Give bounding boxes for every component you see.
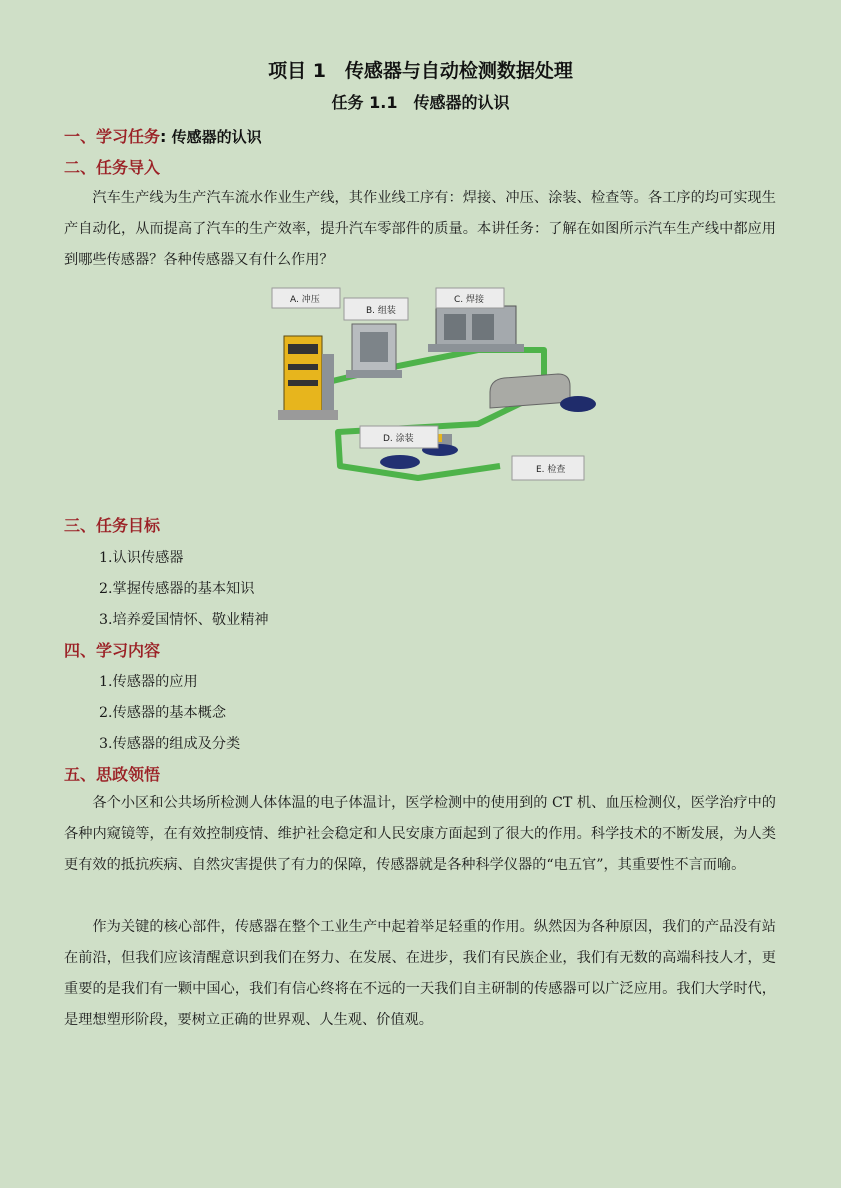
section-1-heading: [64, 124, 262, 147]
section-1-separator: :: [160, 127, 167, 146]
section-2-heading: 二、任务导入: [64, 158, 161, 177]
section-2-paragraph: 汽车生产线为生产汽车流水作业生产线，其作业线工序有：焊接、冲压、涂装、检查等。各工序的均可实现生产自动化，从而提高了汽车的生产效率，提升汽车零部件的质量。本讲任务：了解在如图所示汽车生产线中都应用到哪些传感器？各种传感器又有什么作用？: [64, 190, 776, 268]
goal-item-2: 2.掌握传感器的基本知识: [99, 581, 255, 597]
label-d: [360, 426, 438, 448]
welding-station: [428, 306, 524, 352]
label-a-text: A. 冲压: [290, 295, 320, 305]
label-a: [272, 288, 340, 308]
content-item-3: 3.传感器的组成及分类: [99, 736, 241, 752]
production-line-figure: [268, 284, 606, 494]
label-c: [436, 288, 504, 308]
goal-item-1: 1.认识传感器: [99, 550, 184, 566]
section-5-paragraph-2: 作为关键的核心部件，传感器在整个工业生产中起着举足轻重的作用。纵然因为各种原因，我们的产品没有站在前沿，但我们应该清醒意识到我们在努力、在发展、在进步，我们有民族企业，我们有无数的高端科技人才，更重要的是我们有一颗中国心，我们有信心终将在不远的一天我们自主研制的传感器可以广泛应用。我们大学时代，是理想塑形阶段，要树立正确的世界观、人生观、价值观。: [64, 919, 776, 1028]
inspection-tunnel: [490, 374, 596, 412]
production-line-diagram: [268, 284, 606, 494]
label-e-text: E. 检查: [536, 465, 566, 475]
content-item-2: 2.传感器的基本概念: [99, 705, 227, 721]
label-c-text: C. 焊接: [454, 295, 485, 305]
task-title: 任务 1.1 传感器的认识: [331, 93, 510, 112]
label-d-text: D. 涂装: [383, 434, 414, 444]
assembly-station: [346, 324, 402, 378]
stamping-press: [278, 336, 338, 420]
content-item-1: 1.传感器的应用: [99, 674, 198, 690]
section-4-heading: 四、学习内容: [64, 641, 161, 660]
label-b: [344, 298, 408, 320]
section-5-heading: 五、思政领悟: [64, 765, 161, 784]
section-1-title: 一、学习任务: [64, 127, 161, 146]
section-1-topic: 传感器的认识: [166, 128, 262, 146]
label-b-text: B. 组装: [366, 306, 396, 316]
label-e: [512, 456, 584, 480]
section-5-paragraph-1: 各个小区和公共场所检测人体体温的电子体温计，医学检测中的使用到的 CT 机、血压检测仪，医学治疗中的各种内窥镜等，在有效控制疫情、维护社会稳定和人民安康方面起到了很大的作用。科学技术的不断发展，为人类更有效的抵抗疾病、自然灾害提供了有力的保障，传感器就是各种科学仪器的“电五官”，其重要性不言而喻。: [64, 795, 776, 873]
goal-item-3: 3.培养爱国情怀、敬业精神: [99, 612, 269, 628]
section-3-heading: 三、任务目标: [64, 516, 161, 535]
project-title: 项目 1 传感器与自动检测数据处理: [268, 60, 573, 82]
